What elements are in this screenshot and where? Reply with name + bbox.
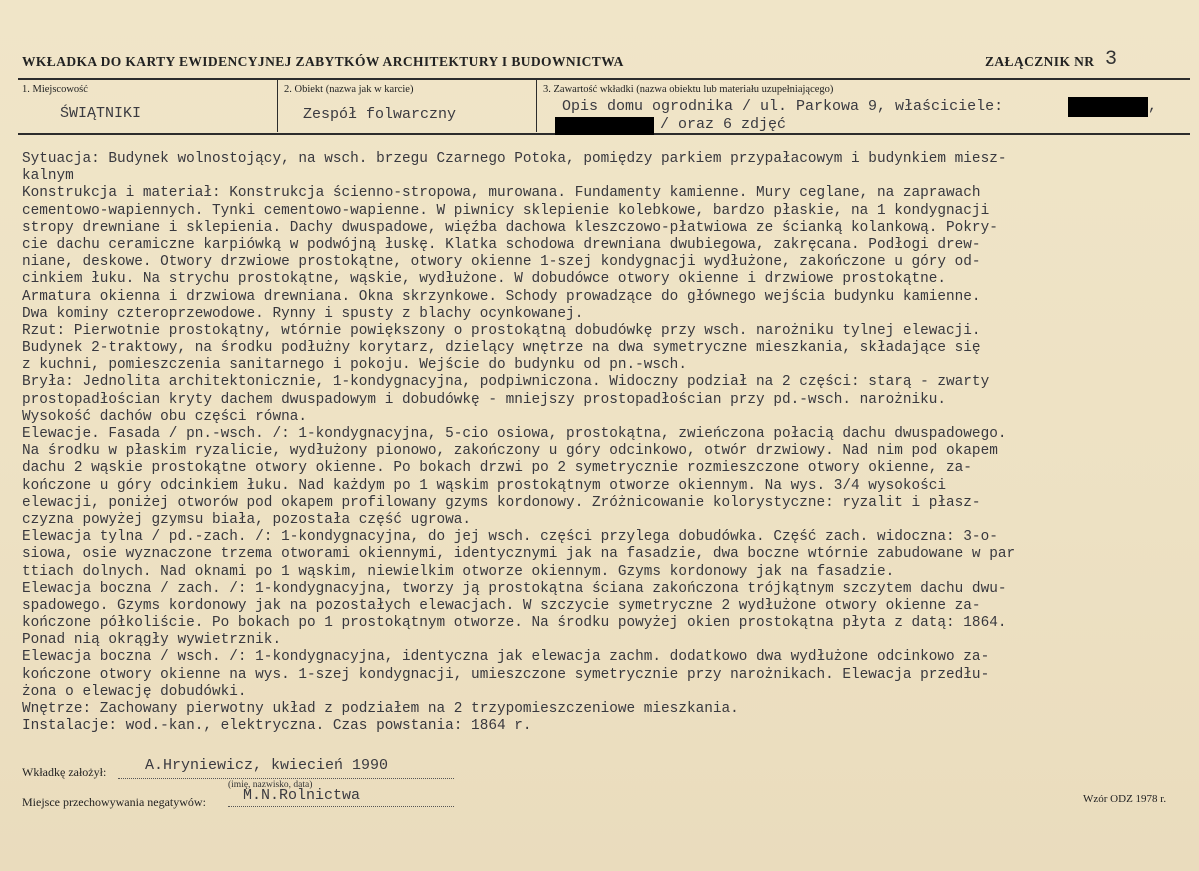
description-line: kończone u góry odcinkiem łuku. Nad każdym po 1 wąskim prostokątnym otworze okiennym. Na wys. 3/4 wysokości — [22, 477, 947, 494]
locality-label: 1. Miejscowość — [22, 84, 88, 95]
content-label: 3. Zawartość wkładki (nazwa obiektu lub materiału uzupełniającego) — [543, 84, 834, 95]
card-title: WKŁADKA DO KARTY EWIDENCYJNEJ ZABYTKÓW ARCHITEKTURY I BUDOWNICTWA — [22, 54, 624, 69]
description-line: Elewacja boczna / zach. /: 1-kondygnacyjna, tworzy ją prostokątna ściana zakończona trójkątnym szczytem dachu dwu- — [22, 580, 1007, 597]
description-line: Elewacje. Fasada / pn.-wsch. /: 1-kondygnacyjna, 5-cio osiowa, prostokątna, zwieńczona połacią dachu dwuspadowego. — [22, 426, 1007, 442]
description-line: czyzna powyżej gzymsu biała, pozostała część ugrowa. — [22, 511, 472, 528]
redaction-owner-2 — [555, 117, 654, 135]
created-by-label: Wkładkę założył: — [22, 765, 107, 779]
object-label: 2. Obiekt (nazwa jak w karcie) — [284, 84, 414, 95]
description-line: kalnym — [22, 168, 74, 185]
negatives-line — [228, 806, 454, 807]
description-line: spadowego. Gzyms kordonowy jak na pozostałych elewacjach. W szczycie symetryczne 2 wydłużone otwory okienne za- — [22, 597, 981, 614]
header-rule — [18, 78, 1190, 80]
annex-number: 3 — [1105, 48, 1118, 71]
field-divider-1 — [277, 80, 278, 132]
description-line: Ponad nią okrągły wywietrznik. — [22, 632, 282, 649]
description-line: Wysokość dachów obu części równa. — [22, 408, 307, 425]
form-code: Wzór ODZ 1978 r. — [1083, 793, 1167, 805]
content-line-2: / oraz 6 zdjęć — [660, 116, 787, 133]
description-line: Dwa kominy czteroprzewodowe. Rynny i spusty z blachy ocynkowanej. — [22, 305, 584, 322]
created-by-value: A.Hryniewicz, kwiecień 1990 — [145, 757, 389, 774]
description-line: Elewacja boczna / wsch. /: 1-kondygnacyjna, identyczna jak elewacja zachm. dodatkowo dwa wydłużone odcinkowo za- — [22, 649, 990, 666]
locality-value: ŚWIĄTNIKI — [60, 105, 142, 122]
description-line: prostopadłościan kryty dachem dwuspadowym i dobudówkę - mniejszy prostopadłościan przy pd.-wsch. narożniku. — [22, 391, 947, 408]
content-line-1: Opis domu ogrodnika / ul. Parkowa 9, właściciele: — [562, 98, 1004, 115]
description-line: Instalacje: wod.-kan., elektryczna. Czas powstania: 1864 r. — [22, 718, 532, 735]
redaction-owner-1 — [1068, 97, 1148, 117]
content-line-1-tail: , — [1148, 98, 1158, 115]
description-line: niane, deskowe. Otwory drzwiowe prostokątne, otwory okienne 1-szej kondygnacji wydłużone, zakończone u góry od- — [22, 254, 981, 271]
description-line: Bryła: Jednolita architektonicznie, 1-kondygnacyjna, podpiwniczona. Widoczny podział na 2 części: starą - zwarty — [22, 374, 990, 391]
description-line: siowa, osie wyznaczone trzema otworami okiennymi, identycznymi jak na fasadzie, dwa boczne wtórnie zabudowane w par — [22, 546, 1016, 563]
description-line: Rzut: Pierwotnie prostokątny, wtórnie powiększony o prostokątną dobudówkę przy wsch. narożniku tylnej elewacji. — [22, 322, 981, 339]
description-line: Elewacja tylna / pd.-zach. /: 1-kondygnacyjna, do jej wsch. części przylega dobudówka. Część zach. widoczna: 3-o- — [22, 529, 998, 546]
description-body — [22, 151, 1198, 735]
description-line: ttiach dolnych. Nad oknami po 1 wąskim, niewielkim otworze okiennym. Gzyms kordonowy jak na fasadzie. — [22, 563, 895, 580]
description-line: Sytuacja: Budynek wolnostojący, na wsch. brzegu Czarnego Potoka, pomiędzy parkiem przypałacowym i budynkiem miesz- — [22, 151, 1007, 167]
description-line: Konstrukcja i materiał: Konstrukcja ścienno-stropowa, murowana. Fundamenty kamienne. Mury ceglane, na zaprawach — [22, 185, 981, 202]
description-line: Budynek 2-traktowy, na środku podłużny korytarz, dzielący wnętrze na dwa symetryczne mieszkania, składające się — [22, 340, 981, 357]
annex-label: ZAŁĄCZNIK NR — [985, 54, 1095, 69]
description-line: cinkiem łuku. Na strychu prostokątne, wąskie, wydłużone. W dobudówce otwory okienne i drzwiowe prostokątne. — [22, 271, 947, 288]
object-value: Zespół folwarczny — [303, 106, 457, 123]
description-line: kończone otwory okienne na wys. 1-szej kondygnacji, umieszczone symetrycznie przy narożnikach. Elewacja przedłu- — [22, 666, 990, 683]
description-line: Armatura okienna i drzwiowa drewniana. Okna skrzynkowe. Schody prowadzące do głównego wejścia budynku kamienne. — [22, 288, 981, 305]
created-by-line — [118, 778, 454, 779]
description-line: Na środku w płaskim ryzalicie, wydłużony pionowo, zakończony u góry odcinkowo, otwór drzwiowy. Nad nim pod okapem — [22, 443, 998, 460]
description-line: elewacji, poniżej otworów pod okapem profilowany gzyms kordonowy. Zróżnicowanie kolorystyczne: ryzalit i płasz- — [22, 494, 981, 511]
description-line: cementowo-wapiennych. Tynki cementowo-wapienne. W piwnicy sklepienie kolebkowe, bardzo płaskie, na 1 kondygnacji — [22, 202, 990, 219]
field-divider-2 — [536, 80, 537, 132]
description-line: stropy drewniane i sklepienia. Dachy dwuspadowe, więźba dachowa kleszczowo-płatwiowa ze ścianką kolankową. Pokry- — [22, 219, 998, 236]
description-line: z kuchni, pomieszczenia sanitarnego i pokoju. Wejście do budynku od pn.-wsch. — [22, 357, 687, 374]
description-line: Wnętrze: Zachowany pierwotny układ z podziałem na 2 trzypomieszczeniowe mieszkania. — [22, 701, 739, 717]
description-line: dachu 2 wąskie prostokątne otwory okienne. Po bokach drzwi po 2 symetrycznie rozmieszczone otwory okienne, za- — [22, 460, 972, 477]
created-by-hint: (imię, nazwisko, data) — [228, 780, 313, 790]
negatives-value: M.N.Rolnictwa — [243, 787, 361, 804]
description-line: żona o elewację dobudówki. — [22, 683, 247, 700]
description-line: cie dachu ceramiczne karpiówką w podwójną łuskę. Klatka schodowa drewniana dwubiegowa, zakręcana. Podłogi drew- — [22, 236, 981, 253]
negatives-label: Miejsce przechowywania negatywów: — [22, 795, 206, 809]
description-line: kończone półkoliście. Po bokach po 1 prostokątnym otworze. Na środku powyżej okien prostokątna płyta z datą: 1864. — [22, 615, 1007, 632]
